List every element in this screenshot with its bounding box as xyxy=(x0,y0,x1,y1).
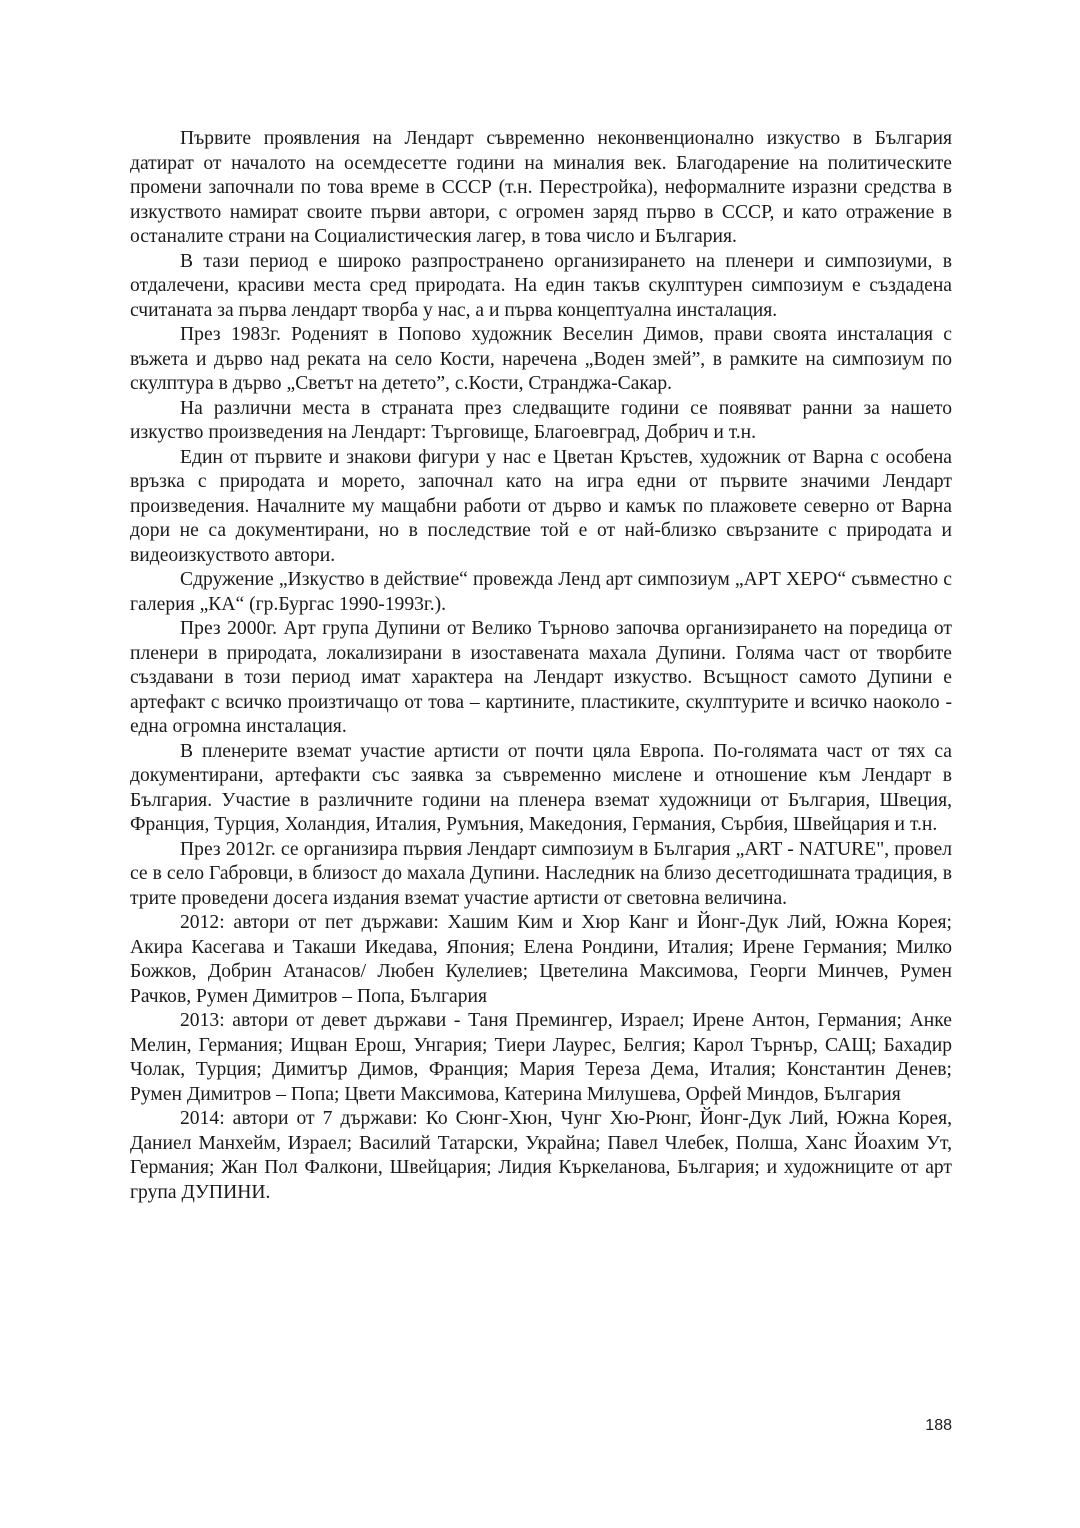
page-number: 188 xyxy=(925,1417,952,1434)
paragraph-2: В тази период е широко разпространено организирането на пленери и симпозиуми, в отдалечени, красиви места сред природата. На един такъв скулптурен симпозиум е създадена считаната за първа лендарт творба у нас, а и първа концептуална инсталация. xyxy=(130,250,952,321)
paragraph-8: В пленерите вземат участие артисти от почти цяла Европа. По-голямата част от тях са документирани, артефакти със заявка за съвременно мислене и отношение към Лендарт в България. Участие в различните години на пленера вземат художници от България, Швеция, Франция, Турция, Холандия, Италия, Румъния, Македония, Германия, Сърбия, Швейцария и т.н. xyxy=(130,740,952,835)
paragraph-12: 2014: автори от 7 държави: Ко Сюнг-Хюн, Чунг Хю-Рюнг, Йонг-Дук Лий, Южна Корея, Даниел Манхейм, Израел; Василий Татарски, Украйна; Павел Члебек, Полша, Ханс Йоахим Ут, Германия; Жан Пол Фалкони, Швейцария; Лидия Къркеланова, България; и художниците от арт група ДУПИНИ. xyxy=(130,1108,952,1203)
paragraph-7: През 2000г. Арт група Дупини от Велико Търново започва организирането на поредица от пленери в природата, локализирани в изоставената махала Дупини. Голяма част от творбите създавани в този период имат характера на Лендарт изкуство. Всъщност самото Дупини е артефакт с всичко произтичащо от това – картините, пластиките, скулптурите и всичко наоколо - една огромна инсталация. xyxy=(130,618,952,737)
paragraph-9: През 2012г. се организира първия Лендарт симпозиум в България „ART - NATURE", провел се в село Габровци, в близост до махала Дупини. Наследник на близо десетгодишната традиция, в трите проведени досега издания вземат участие артисти от световна величина. xyxy=(130,838,952,909)
paragraph-1: Първите проявления на Лендарт съвременно неконвенционално изкуство в България датират от началото на осемдесетте години на миналия век. Благодарение на политическите промени започнали по това време в СССР (т.н. Перестройка), неформалните изразни средства в изкуството намират своите първи автори, с огромен заряд първо в СССР, и като отражение в останалите страни на Социалистическия лагер, в това число и България. xyxy=(130,128,952,247)
paragraph-6: Сдружение „Изкуство в действие“ провежда Ленд арт симпозиум „АРТ ХЕРО“ съвместно с галерия „КА“ (гр.Бургас 1990-1993г.). xyxy=(130,569,952,615)
paragraph-10: 2012: автори от пет държави: Хашим Ким и Хюр Канг и Йонг-Дук Лий, Южна Корея; Акира Касегава и Такаши Икедава, Япония; Елена Рондини, Италия; Ирене Германия; Милко Божков, Добрин Атанасов/ Любен Кулелиев; Цветелина Максимова, Георги Минчев, Румен Рачков, Румен Димитров – Попа, България xyxy=(130,912,952,1007)
paragraph-3: През 1983г. Роденият в Попово художник Веселин Димов, прави своята инсталация с въжета и дърво над реката на село Кости, наречена „Воден змей”, в рамките на симпозиум по скулптура в дърво „Светът на детето”, с.Кости, Странджа-Сакар. xyxy=(130,324,952,394)
body-text xyxy=(130,127,952,1205)
paragraph-4: На различни места в страната през следващите години се появяват ранни за нашето изкуство произведения на Лендарт: Търговище, Благоевград, Добрич и т.н. xyxy=(130,397,952,443)
paragraph-5: Един от първите и знакови фигури у нас е Цветан Кръстев, художник от Варна с особена връзка с природата и морето, започнал като на игра едни от първите значими Лендарт произведения. Началните му мащабни работи от дърво и камък по плажовете северно от Варна дори не са документирани, но в последствие той е от най-близко свързаните с природата и видеоизкуството автори. xyxy=(130,446,952,566)
paragraph-11: 2013: автори от девет държави - Таня Премингер, Израел; Ирене Антон, Германия; Анке Мелин, Германия; Ищван Ерош, Унгария; Тиери Лаурес, Белгия; Карол Търнър, САЩ; Бахадир Чолак, Турция; Димитър Димов, Франция; Мария Тереза Дема, Италия; Константин Денев; Румен Димитров – Попа; Цвети Максимова, Катерина Милушева, Орфей Миндов, България xyxy=(130,1010,952,1105)
